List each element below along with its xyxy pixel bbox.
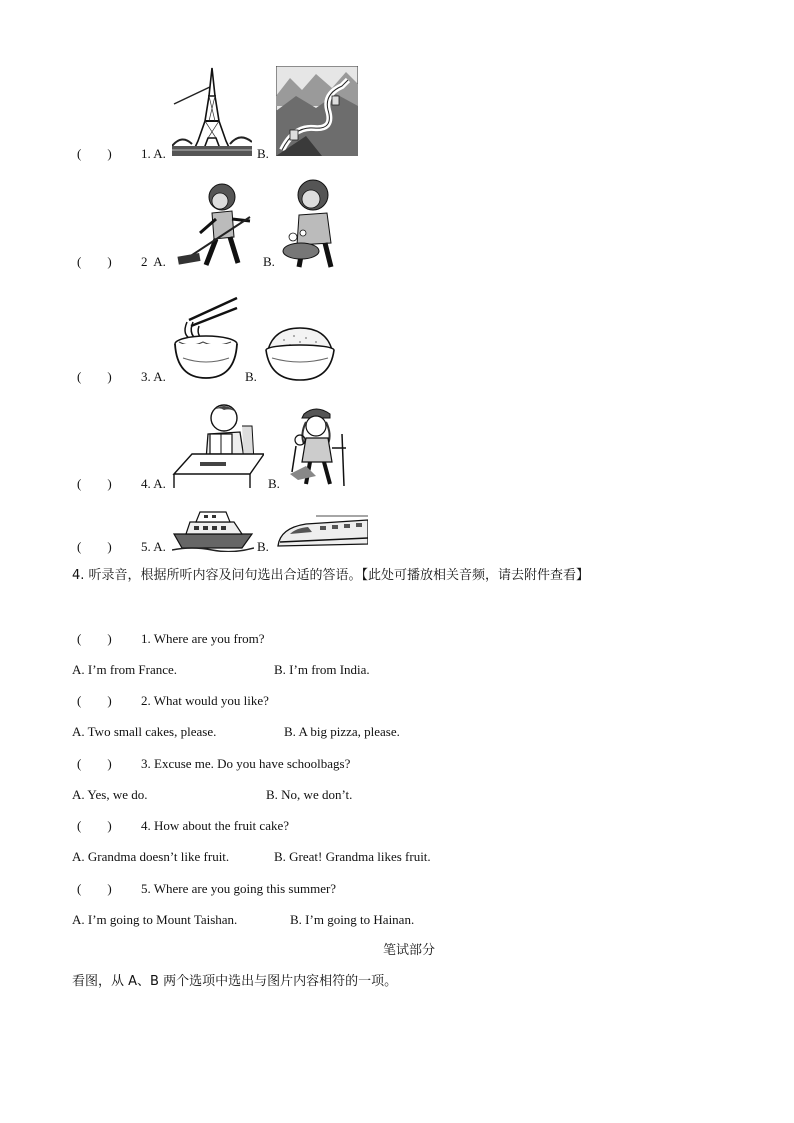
rice-bowl-icon [264, 326, 336, 382]
option-a: A. I’m from France. [72, 662, 178, 677]
answer-blank[interactable]: ( ) [77, 693, 112, 708]
girl-hiking-icon [286, 404, 352, 488]
question-text: 2. What would you like? [141, 693, 269, 708]
question-number: 2 A. [141, 254, 166, 269]
option-b-label: B. [245, 369, 257, 384]
option-b: B. No, we don’t. [266, 787, 353, 802]
answer-blank[interactable]: ( ) [77, 756, 112, 771]
option-a: A. Grandma doesn’t like fruit. [72, 849, 230, 864]
ship-icon [172, 506, 254, 552]
question-text: 5. Where are you going this summer? [141, 881, 337, 896]
section-4-heading: 4. 听录音，根据所听内容及问句选出合适的答语。【此处可播放相关音频，请去附件查看】 [72, 568, 590, 583]
option-b: B. I’m going to Hainan. [290, 912, 415, 927]
option-b-label: B. [257, 146, 269, 161]
boy-washing-clothes-icon [281, 177, 343, 269]
answer-blank[interactable]: ( ) [77, 631, 112, 646]
eiffel-tower-icon [172, 66, 252, 156]
high-speed-train-icon [276, 514, 368, 550]
question-number: 4. A. [141, 476, 166, 491]
option-b-label: B. [268, 476, 280, 491]
boy-sweeping-icon [176, 181, 256, 269]
noodles-bowl-icon [173, 296, 239, 382]
option-a: A. I’m going to Mount Taishan. [72, 912, 238, 927]
written-instruction: 看图，从 A、B 两个选项中选出与图片内容相符的一项。 [72, 974, 398, 989]
answer-blank[interactable]: ( ) [77, 369, 112, 384]
option-b: B. I’m from India. [274, 662, 370, 677]
option-b-label: B. [257, 539, 269, 554]
great-wall-icon [276, 66, 358, 156]
option-b-label: B. [263, 254, 275, 269]
question-text: 4. How about the fruit cake? [141, 818, 290, 833]
option-a: A. Yes, we do. [72, 787, 148, 802]
answer-blank[interactable]: ( ) [77, 476, 112, 491]
option-b: B. Great! Grandma likes fruit. [274, 849, 431, 864]
question-number: 5. A. [141, 539, 166, 554]
answer-blank[interactable]: ( ) [77, 881, 112, 896]
question-number: 3. A. [141, 369, 166, 384]
answer-blank[interactable]: ( ) [77, 254, 112, 269]
question-text: 3. Excuse me. Do you have schoolbags? [141, 756, 351, 771]
question-text: 1. Where are you from? [141, 631, 265, 646]
written-section-title: 笔试部分 [383, 943, 436, 958]
answer-blank[interactable]: ( ) [77, 818, 112, 833]
question-number: 1. A. [141, 146, 166, 161]
option-a: A. Two small cakes, please. [72, 724, 217, 739]
answer-blank[interactable]: ( ) [77, 146, 112, 161]
answer-blank[interactable]: ( ) [77, 539, 112, 554]
boy-reading-icon [172, 400, 264, 488]
option-b: B. A big pizza, please. [284, 724, 400, 739]
